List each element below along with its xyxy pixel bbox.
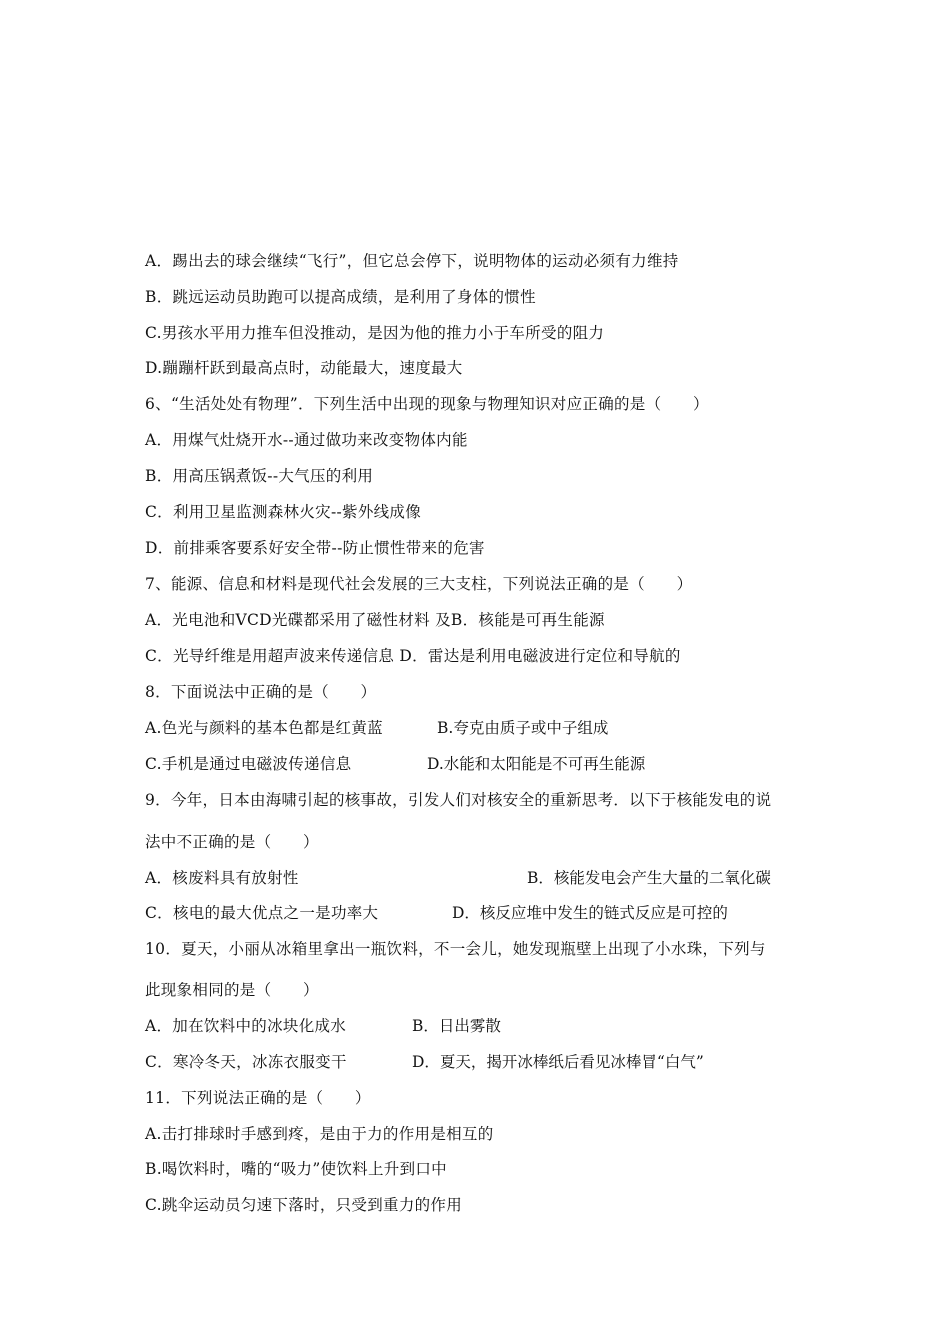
q8-option-d: D.水能和太阳能是不可再生能源 <box>427 755 646 773</box>
q8-option-a: A.色光与颜料的基本色都是红黄蓝 <box>145 719 383 737</box>
q11-option-a: A.击打排球时手感到疼，是由于力的作用是相互的 <box>145 1125 494 1143</box>
q8-option-c: C.手机是通过电磁波传递信息 <box>145 755 352 773</box>
q9-option-c: C．核电的最大优点之一是功率大 <box>145 904 379 922</box>
q11-stem: 11．下列说法正确的是（ ） <box>145 1089 371 1107</box>
q6-option-a: A．用煤气灶烧开水--通过做功来改变物体内能 <box>145 431 468 449</box>
q6-option-b: B．用高压锅煮饭--大气压的利用 <box>145 467 374 485</box>
q9-stem-line1: 9．今年，日本由海啸引起的核事故，引发人们对核安全的重新思考．以下于核能发电的说 <box>145 791 772 809</box>
q8-stem: 8．下面说法中正确的是（ ） <box>145 683 377 701</box>
q9-option-d: D．核反应堆中发生的链式反应是可控的 <box>452 904 728 922</box>
q11-option-c: C.跳伞运动员匀速下落时，只受到重力的作用 <box>145 1196 463 1214</box>
q7-stem: 7、能源、信息和材料是现代社会发展的三大支柱，下列说法正确的是（ ） <box>145 575 693 593</box>
q10-option-d: D．夏天，揭开冰棒纸后看见冰棒冒“白气” <box>412 1053 704 1071</box>
q5-option-a: A．踢出去的球会继续“飞行”，但它总会停下，说明物体的运动必须有力维持 <box>145 252 679 270</box>
q10-option-a: A．加在饮料中的冰块化成水 <box>145 1017 347 1035</box>
q10-stem-line1: 10．夏天，小丽从冰箱里拿出一瓶饮料，不一会儿，她发现瓶壁上出现了小水珠，下列与 <box>145 940 766 958</box>
q5-option-b: B．跳远运动员助跑可以提高成绩，是利用了身体的惯性 <box>145 288 536 306</box>
q5-option-c: C.男孩水平用力推车但没推动，是因为他的推力小于车所受的阻力 <box>145 324 605 342</box>
q10-option-b: B．日出雾散 <box>412 1017 501 1035</box>
q6-option-d: D．前排乘客要系好安全带--防止惯性带来的危害 <box>145 539 485 557</box>
q10-option-c: C．寒冷冬天，冰冻衣服变干 <box>145 1053 347 1071</box>
q5-option-d: D.蹦蹦杆跃到最高点时，动能最大，速度最大 <box>145 359 463 377</box>
q6-stem: 6、“生活处处有物理”．下列生活中出现的现象与物理知识对应正确的是（ ） <box>145 395 709 413</box>
q6-option-c: C．利用卫星监测森林火灾--紫外线成像 <box>145 503 422 521</box>
q10-stem-line2: 此现象相同的是（ ） <box>145 981 319 999</box>
q9-option-a: A．核废料具有放射性 <box>145 869 299 887</box>
q7-options-ab: A．光电池和VCD光碟都采用了磁性材料 及B．核能是可再生能源 <box>145 611 605 629</box>
q8-option-b: B.夸克由质子或中子组成 <box>437 719 609 737</box>
q9-option-b: B．核能发电会产生大量的二氧化碳 <box>527 869 771 887</box>
q11-option-b: B.喝饮料时，嘴的“吸力”使饮料上升到口中 <box>145 1160 447 1178</box>
q7-options-cd: C．光导纤维是用超声波来传递信息 D．雷达是利用电磁波进行定位和导航的 <box>145 647 681 665</box>
q9-stem-line2: 法中不正确的是（ ） <box>145 833 319 851</box>
